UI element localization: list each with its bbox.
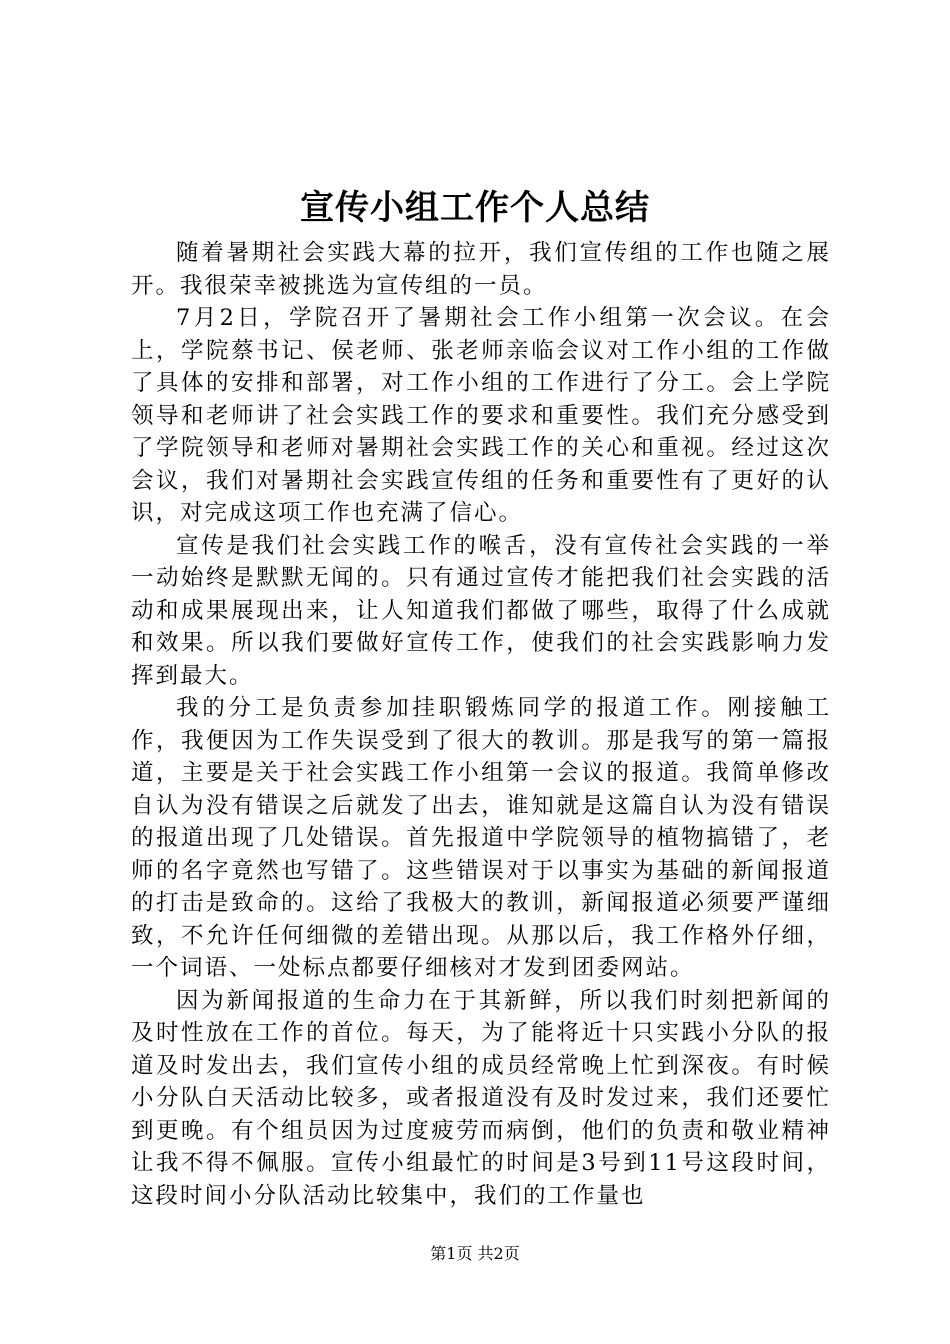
paragraph-3: 宣传是我们社会实践工作的喉舌，没有宣传社会实践的一举一动始终是默默无闻的。只有通过宣传才能把我们社会实践的活动和成果展现出来，让人知道我们都做了哪些，取得了什么成就和效果。所以我们要做好宣传工作，使我们的社会实践影响力发挥到最大。 [131,532,831,689]
page-footer: 第1页 共2页 [430,1244,520,1263]
paragraph-5: 因为新闻报道的生命力在于其新鲜，所以我们时刻把新闻的及时性放在工作的首位。每天，为了能将近十只实践小分队的报道及时发出去，我们宣传小组的成员经常晚上忙到深夜。有时候小分队白天活动比较多，或者报道没有及时发过来，我们还要忙到更晚。有个组员因为过度疲劳而病倒，他们的负责和敬业精神让我不得不佩服。宣传小组最忙的时间是3号到11号这段时间，这段时间小分队活动比较集中，我们的工作量也 [131,987,831,1209]
document-title: 宣传小组工作个人总结 [300,188,650,228]
paragraph-2: 7月2日，学院召开了暑期社会工作小组第一次会议。在会上，学院蔡书记、侯老师、张老师亲临会议对工作小组的工作做了具体的安排和部署，对工作小组的工作进行了分工。会上学院领导和老师讲了社会实践工作的要求和重要性。我们充分感受到了学院领导和老师对暑期社会实践工作的关心和重视。经过这次会议，我们对暑期社会实践宣传组的任务和重要性有了更好的认识，对完成这项工作也充满了信心。 [131,305,831,526]
document-body [131,237,831,1212]
paragraph-1: 随着暑期社会实践大幕的拉开，我们宣传组的工作也随之展开。我很荣幸被挑选为宣传组的一员。 [131,240,831,299]
paragraph-4: 我的分工是负责参加挂职锻炼同学的报道工作。刚接触工作，我便因为工作失误受到了很大的教训。那是我写的第一篇报道，主要是关于社会实践工作小组第一会议的报道。我简单修改自认为没有错误之后就发了出去，谁知就是这篇自认为没有错误的报道出现了几处错误。首先报道中学院领导的植物搞错了，老师的名字竟然也写错了。这些错误对于以事实为基础的新闻报道的打击是致命的。这给了我极大的教训，新闻报道必须要严谨细致，不允许任何细微的差错出现。从那以后，我工作格外仔细，一个词语、一处标点都要仔细核对才发到团委网站。 [131,695,831,981]
